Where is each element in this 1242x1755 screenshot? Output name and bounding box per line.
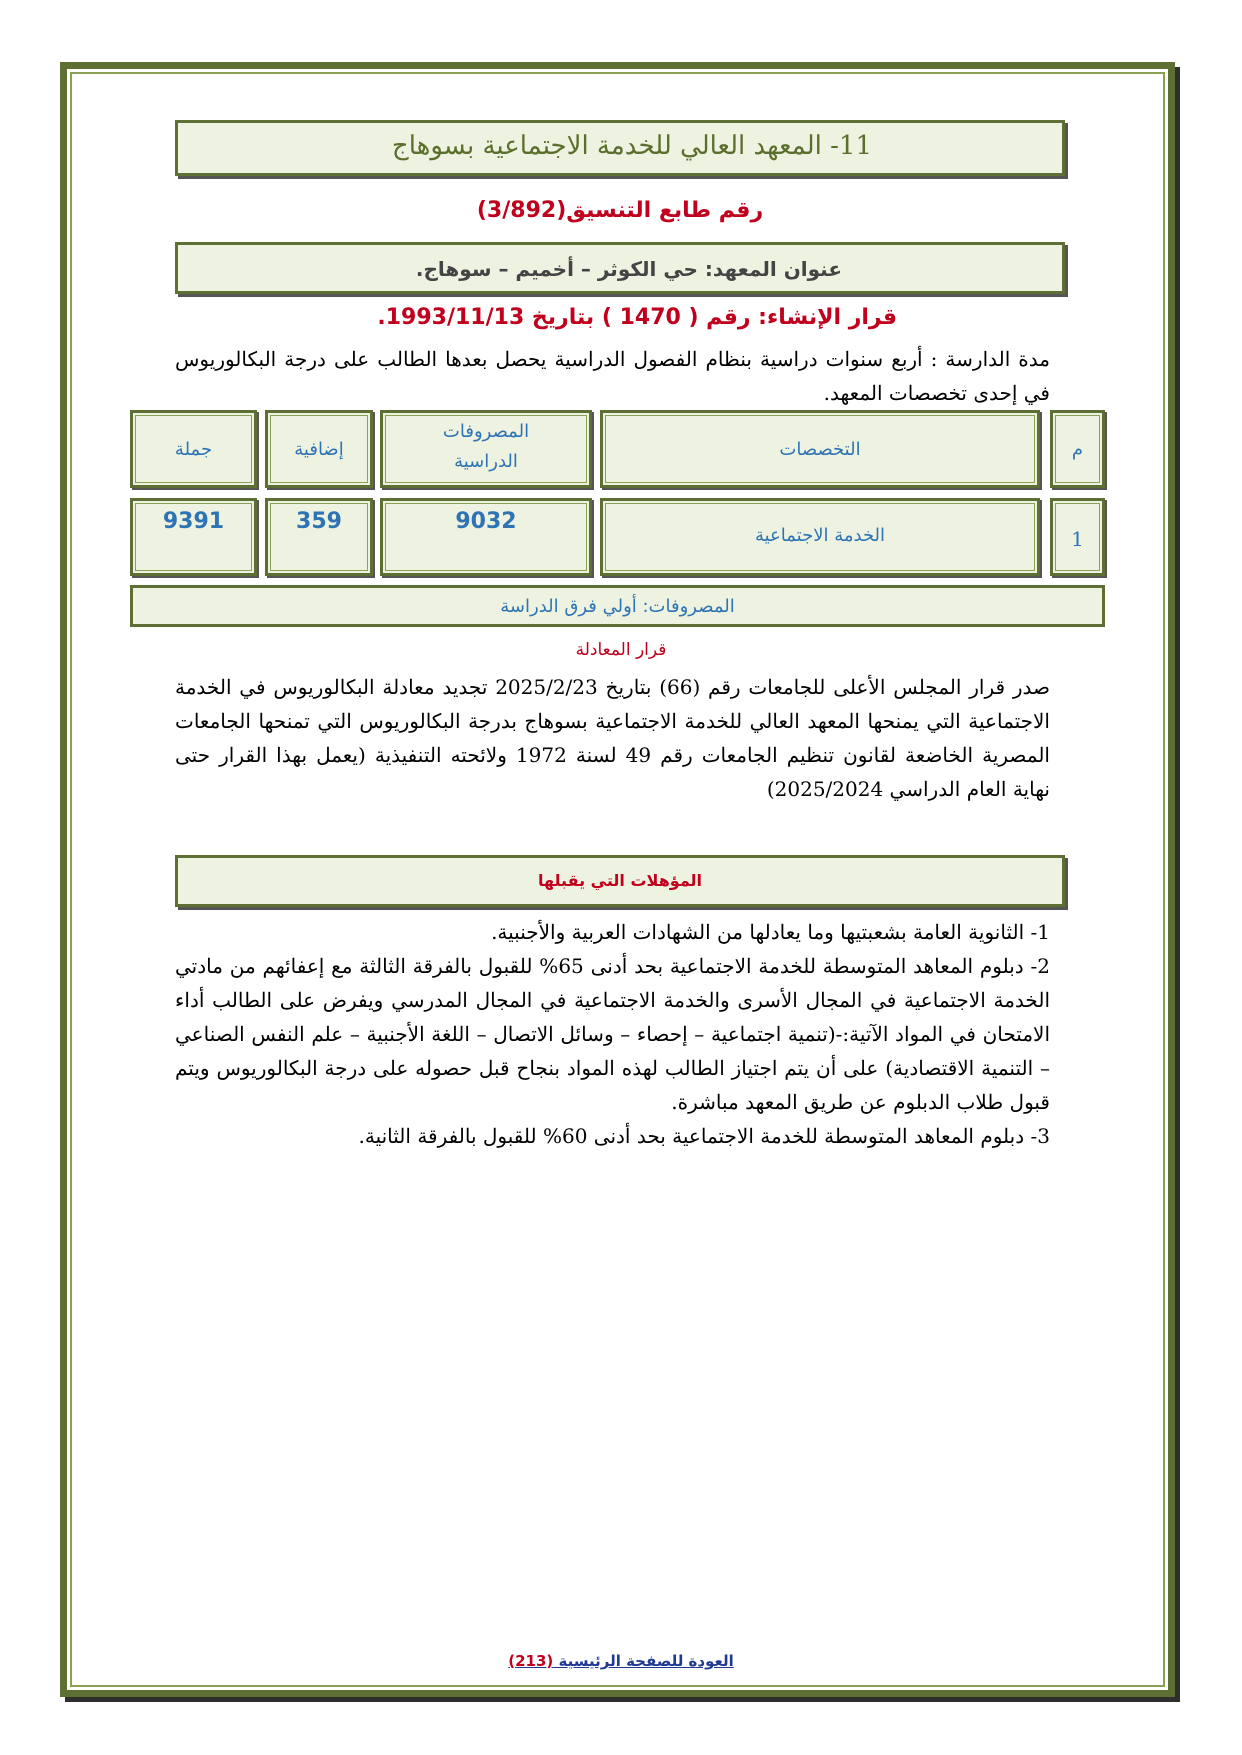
establishment-decree: قرار الإنشاء: رقم ( 1470 ) بتاريخ 1993/11/13. bbox=[377, 305, 897, 330]
row-total: 9391 bbox=[162, 509, 225, 534]
back-to-home-page-ref[interactable]: (213) bbox=[508, 1652, 554, 1670]
equivalency-text: صدر قرار المجلس الأعلى للجامعات رقم (66) بتاريخ 2025/2/23 تجديد معادلة البكالوريوس في الخدمة الاجتماعية التي يمنحها المعهد العالي للخدمة الاجتماعية بسوهاج بدرجة البكالوريوس التي تمنحها الجامعات المصرية الخاضعة لقانون تنظيم الجامعات رقم 49 لسنة 1972 ولائحته التنفيذية (يعمل بهذا القرار حتى نهاية العام الدراسي 2025/2024) bbox=[175, 675, 1050, 801]
row-cell-num bbox=[1050, 498, 1105, 576]
back-to-home-label[interactable]: العودة للصفحة الرئيسية bbox=[558, 1652, 734, 1670]
header-tuition-label-1: المصروفات bbox=[442, 421, 530, 442]
qualifications-box bbox=[175, 855, 1065, 907]
qualification-item: 3- دبلوم المعاهد المتوسطة للخدمة الاجتماعية بحد أدنى 60% للقبول بالفرقة الثانية. bbox=[358, 1124, 1050, 1148]
coordination-number: رقم طابع التنسيق(3/892) bbox=[476, 198, 764, 223]
header-cell-total bbox=[130, 410, 257, 488]
qualifications-title: المؤهلات التي يقبلها bbox=[537, 871, 703, 890]
row-tuition: 9032 bbox=[455, 509, 517, 534]
header-cell-specialization bbox=[600, 410, 1040, 488]
header-num-label: م bbox=[1071, 439, 1084, 460]
row-additional: 359 bbox=[296, 509, 342, 534]
qualifications-list bbox=[175, 915, 1050, 1153]
page-title: 11- المعهد العالي للخدمة الاجتماعية بسوهاج bbox=[391, 131, 872, 161]
header-cell-tuition bbox=[380, 410, 592, 488]
header-specialization-label: التخصصات bbox=[779, 439, 861, 460]
row-specialization: الخدمة الاجتماعية bbox=[754, 525, 886, 546]
title-box bbox=[175, 120, 1065, 176]
row-cell-tuition bbox=[380, 498, 592, 576]
address-box bbox=[175, 242, 1065, 294]
qualification-item: 2- دبلوم المعاهد المتوسطة للخدمة الاجتماعية بحد أدنى 65% للقبول بالفرقة الثالثة مع إعفائهم من مادتي الخدمة الاجتماعية في المجال الأسرى والخدمة الاجتماعية في المجال المدرسي ويفرض على الطالب أداء الامتحان في المواد الآتية:-(تنمية اجتماعية – إحصاء – وسائل الاتصال – اللغة الأجنبية – علم النفس الصناعي – التنمية الاقتصادية) على أن يتم اجتياز الطالب لهذه المواد بنجاح قبل حصوله على درجة البكالوريوس ويتم قبول طلاب الدبلوم عن طريق المعهد مباشرة. bbox=[175, 954, 1050, 1114]
header-cell-num bbox=[1050, 410, 1105, 488]
fees-note-bar bbox=[130, 585, 1105, 627]
study-duration: مدة الدارسة : أربع سنوات دراسية بنظام الفصول الدراسية يحصل بعدها الطالب على درجة البكالوريوس في إحدى تخصصات المعهد. bbox=[175, 347, 1050, 405]
fees-note: المصروفات: أولي فرق الدراسة bbox=[500, 596, 735, 617]
equivalency-title: قرار المعادلة bbox=[575, 640, 667, 660]
row-cell-additional bbox=[265, 498, 373, 576]
institute-address: عنوان المعهد: حي الكوثر – أخميم – سوهاج. bbox=[415, 257, 842, 281]
qualification-item: 1- الثانوية العامة بشعبتيها وما يعادلها من الشهادات العربية والأجنبية. bbox=[491, 920, 1050, 944]
header-cell-additional bbox=[265, 410, 373, 488]
back-to-home-link[interactable] bbox=[0, 1652, 1242, 1670]
row-cell-specialization bbox=[600, 498, 1040, 576]
header-additional-label: إضافية bbox=[294, 439, 344, 460]
row-cell-total bbox=[130, 498, 257, 576]
header-tuition-label-2: الدراسية bbox=[454, 451, 518, 472]
header-total-label: جملة bbox=[174, 439, 213, 460]
row-num: 1 bbox=[1071, 527, 1084, 551]
